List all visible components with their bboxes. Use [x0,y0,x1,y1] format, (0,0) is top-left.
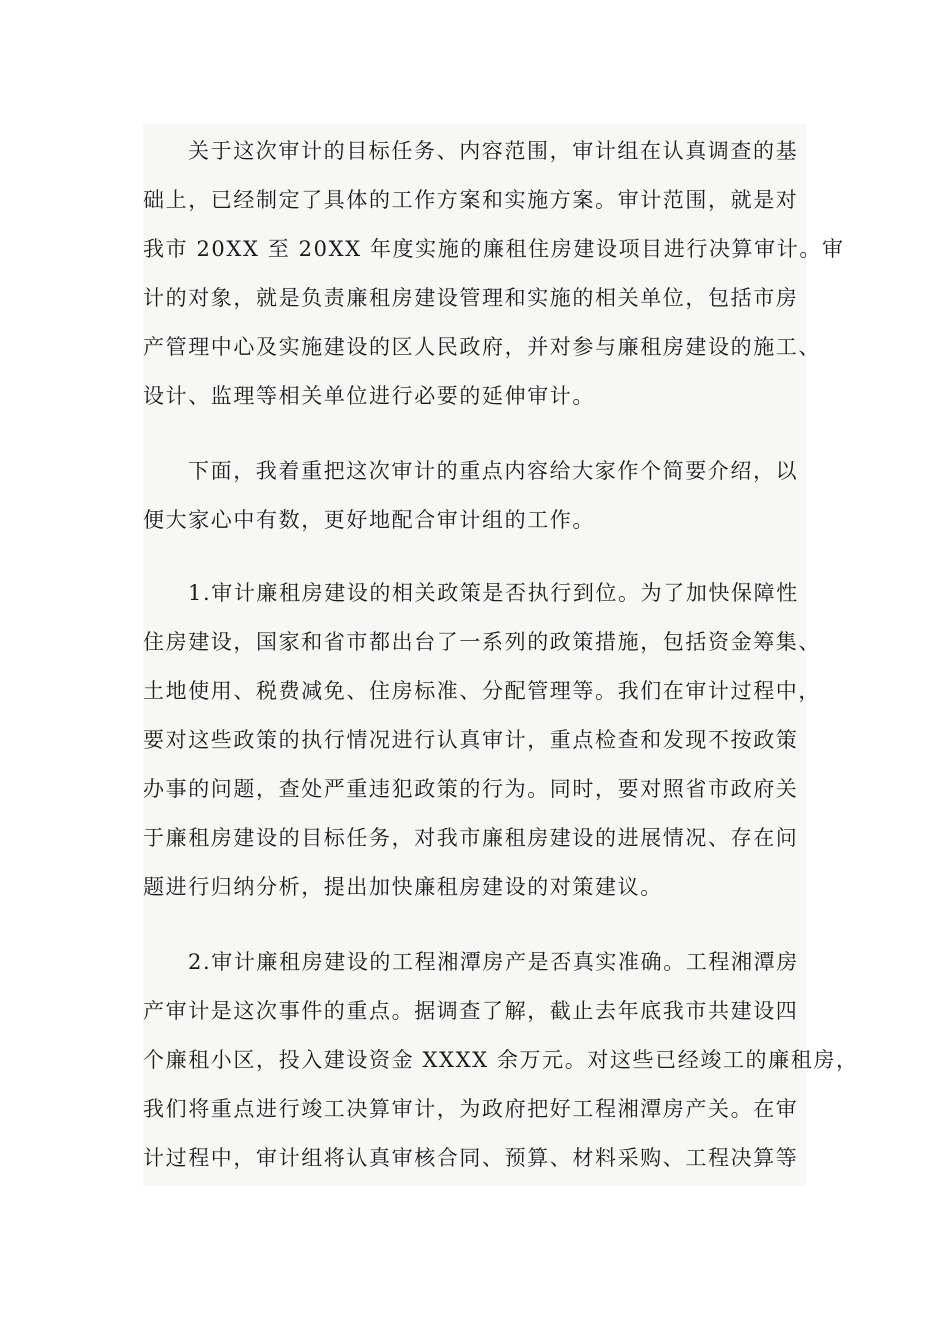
text-line: 础上，已经制定了具体的工作方案和实施方案。审计范围，就是对 [143,188,799,212]
text-line: 个廉租小区，投入建设资金 XXXX 余万元。对这些已经竣工的廉租房， [143,1048,859,1072]
text-line: 题进行归纳分析，提出加快廉租房建设的对策建议。 [143,875,663,899]
paragraph-introduction [143,447,806,545]
text-line: 设计、监理等相关单位进行必要的延伸审计。 [143,384,595,408]
text-line: 计的对象，就是负责廉租房建设管理和实施的相关单位，包括市房 [143,286,799,310]
text-line: 土地使用、税费减免、住房标准、分配管理等。我们在审计过程中， [143,679,821,703]
text-line: 办事的问题，查处严重违犯政策的行为。同时，要对照省市政府关 [143,777,799,801]
text-line: 要对这些政策的执行情况进行认真审计，重点检查和发现不按政策 [143,728,799,752]
text-line: 于廉租房建设的目标任务，对我市廉租房建设的进展情况、存在问 [143,826,799,850]
text-line: 产管理中心及实施建设的区人民政府，并对参与廉租房建设的施工、 [143,335,821,359]
text-line: 1.审计廉租房建设的相关政策是否执行到位。为了加快保障性 [188,581,799,605]
text-line: 2.审计廉租房建设的工程湘潭房产是否真实准确。工程湘潭房 [188,950,799,974]
text-line: 我市 20XX 至 20XX 年度实施的廉租住房建设项目进行决算审计。审 [143,237,845,261]
text-line: 产审计是这次事件的重点。据调查了解，截止去年底我市共建设四 [143,999,799,1023]
paragraph-policy-audit [143,569,821,912]
text-line: 便大家心中有数，更好地配合审计组的工作。 [143,508,595,532]
text-line: 关于这次审计的目标任务、内容范围，审计组在认真调查的基 [188,139,799,163]
paragraph-audit-scope [143,127,845,421]
text-line: 下面，我着重把这次审计的重点内容给大家作个简要介绍，以 [188,459,799,483]
text-line: 我们将重点进行竣工决算审计，为政府把好工程湘潭房产关。在审 [143,1097,799,1121]
text-line: 计过程中，审计组将认真审核合同、预算、材料采购、工程决算等 [143,1146,799,1170]
paragraph-project-audit [143,938,859,1183]
text-line: 住房建设，国家和省市都出台了一系列的政策措施，包括资金筹集、 [143,630,821,654]
document-body [143,124,859,1186]
